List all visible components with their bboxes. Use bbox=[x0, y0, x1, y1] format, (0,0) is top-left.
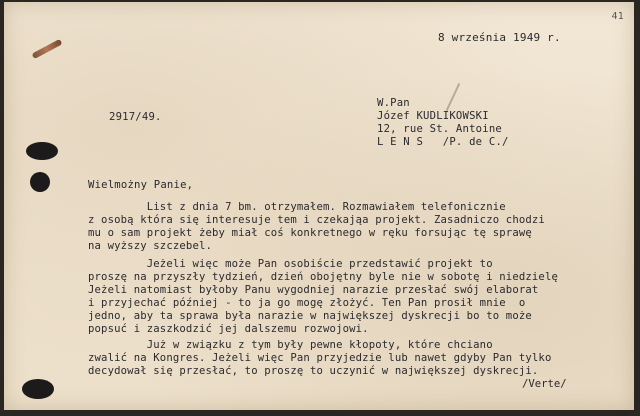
pencil-stroke bbox=[446, 83, 460, 111]
punch-hole-middle bbox=[30, 172, 50, 192]
body-line: Jeżeli więc może Pan osobiście przedstawić projekt to bbox=[88, 258, 493, 270]
body-line: jedno, aby ta sprawa była narazie w największej dyskrecji bo to może bbox=[88, 310, 532, 322]
letter-page bbox=[4, 2, 634, 410]
body-line: zwalić na Kongres. Jeżeli więc Pan przyjedzie lub nawet gdyby Pan tylko bbox=[88, 352, 552, 364]
body-line: na wyższy szczebel. bbox=[88, 240, 213, 252]
body-line: i przyjechać później - to ja go mogę złożyć. Ten Pan prosił mnie o bbox=[88, 297, 526, 309]
recipient-line-3: 12, rue St. Antoine bbox=[377, 123, 502, 135]
body-line: Jeżeli natomiast byłoby Panu wygodniej narazie przesłać swój elaborat bbox=[88, 284, 539, 296]
body-line: List z dnia 7 bm. otrzymałem. Rozmawiałem telefonicznie bbox=[88, 201, 506, 213]
body-line: proszę na przyszły tydzień, dzień obojętny byle nie w sobotę i niedzielę bbox=[88, 271, 559, 283]
recipient-line-2: Józef KUDLIKOWSKI bbox=[377, 110, 489, 122]
letter-date: 8 września 1949 r. bbox=[438, 31, 561, 44]
body-line: z osobą która się interesuje tem i czekająa projekt. Zasadniczo chodzi bbox=[88, 214, 545, 226]
punch-hole-bottom bbox=[22, 379, 54, 399]
rust-stain bbox=[31, 39, 62, 59]
body-line: popsuć i zaszkodzić jej dalszemu rozwojowi. bbox=[88, 323, 369, 335]
reference-number: 2917/49. bbox=[109, 111, 162, 123]
recipient-line-4: L E N S /P. de C./ bbox=[377, 136, 509, 148]
corner-mark: 41 bbox=[611, 11, 624, 22]
closing-verte: /Verte/ bbox=[522, 378, 567, 390]
body-line: mu o sam projekt żeby miał coś konkretnego w ręku forsując tę sprawę bbox=[88, 227, 532, 239]
body-line: decydował się przesłać, to proszę to uczynić w największej dyskrecji. bbox=[88, 365, 539, 377]
punch-hole-top bbox=[26, 142, 58, 160]
body-line: Już w związku z tym były pewne kłopoty, które chciano bbox=[88, 339, 493, 351]
salutation: Wielmożny Panie, bbox=[88, 179, 194, 191]
recipient-line-1: W.Pan bbox=[377, 97, 410, 109]
